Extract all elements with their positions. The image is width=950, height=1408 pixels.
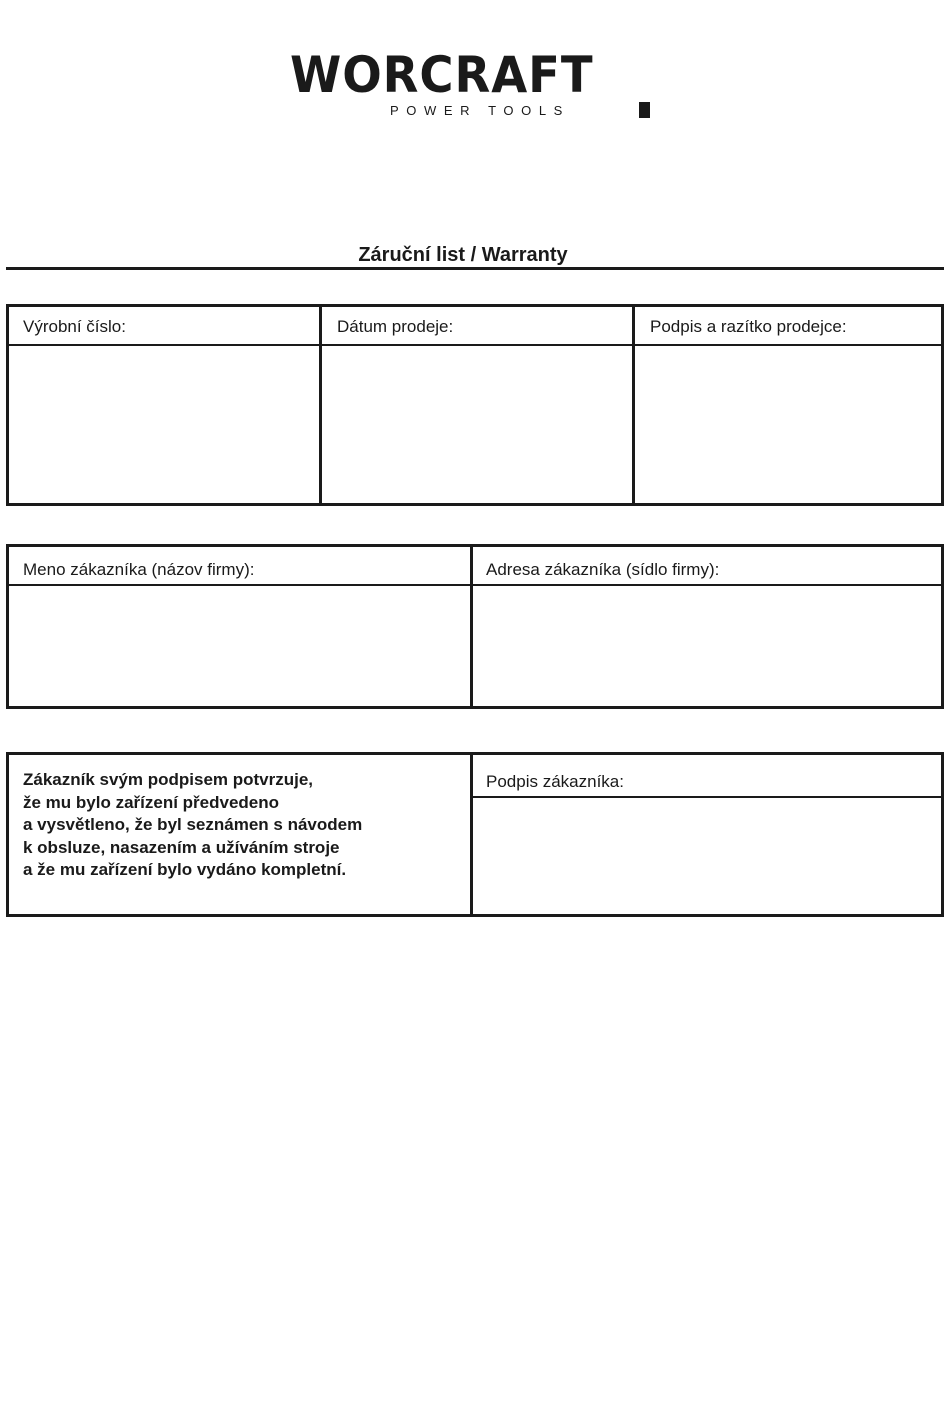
brand-logo bbox=[290, 46, 670, 120]
sale-date-label: Dátum prodeje: bbox=[337, 317, 454, 336]
serial-number-label: Výrobní číslo: bbox=[23, 317, 126, 336]
customer-signature-field[interactable] bbox=[473, 798, 941, 914]
confirmation-table bbox=[6, 752, 944, 917]
customer-name-label: Meno zákazníka (názov firmy): bbox=[23, 560, 255, 579]
page-title: Záruční list / Warranty bbox=[358, 244, 568, 266]
logo-wordmark: WORCRAFT bbox=[290, 46, 594, 104]
customer-info-table bbox=[6, 544, 944, 709]
sale-date-field[interactable] bbox=[322, 346, 632, 503]
customer-address-label: Adresa zákazníka (sídlo firmy): bbox=[486, 560, 720, 579]
serial-number-field[interactable] bbox=[9, 346, 319, 503]
customer-signature-label: Podpis zákazníka: bbox=[486, 772, 624, 791]
seller-signature-field[interactable] bbox=[635, 346, 941, 503]
logo-tagline: POWER TOOLS bbox=[390, 103, 570, 118]
customer-confirmation-statement: Zákazník svým podpisem potvrzuje, že mu bylo zařízení předvedeno a vysvětleno, že byl seznámen s návodem k obsluze, nasazením a užíváním stroje a že mu zařízení bylo vydáno kompletní. bbox=[23, 770, 363, 879]
customer-address-field[interactable] bbox=[473, 586, 941, 706]
logo-t-stem bbox=[639, 102, 650, 118]
seller-signature-label: Podpis a razítko prodejce: bbox=[650, 317, 847, 336]
customer-name-field[interactable] bbox=[9, 586, 470, 706]
sale-info-table bbox=[6, 304, 944, 506]
title-divider bbox=[6, 267, 944, 270]
